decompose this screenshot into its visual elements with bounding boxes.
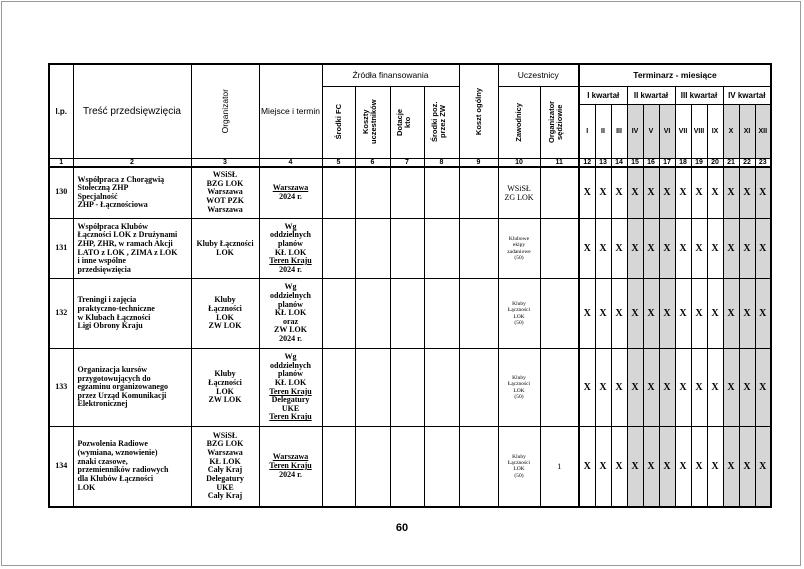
page-number: 60 [395,522,409,534]
column-number: 20 [707,158,723,167]
row-zawodnicy-line: Kluby [512,453,526,460]
column-number: 19 [691,158,707,167]
row-zawodnicy-line: Łączności [507,307,531,314]
row-tresc-line: dla Klubów Łączności [77,473,154,483]
month-mark: X [691,167,707,219]
row-zawodnicy-line: LOK [513,313,525,320]
finance-cell [390,427,424,507]
month-mark: X [707,279,723,349]
finance-cell [322,349,355,427]
month-mark: X [723,279,739,349]
header-terminarz: Terminarz - miesiące [579,64,771,86]
month-iv: IV [627,104,643,158]
month-mark: X [659,167,675,219]
row-organizator-line: UKE [216,482,234,492]
column-number: 10 [498,158,540,167]
row-tresc-line: znaki czasowe, [77,456,128,466]
month-i: I [579,104,595,158]
month-mark: X [691,219,707,279]
header-sedziowie: Organizator sędziowie [540,86,579,158]
row-zawodnicy-line: LOK [513,387,525,394]
month-mark: X [755,427,771,507]
row-lp: 134 [49,427,73,507]
row-tresc-line: praktyczno-techniczne [77,303,155,313]
row-organizator-line: Warszawa [207,448,243,457]
month-mark: X [755,279,771,349]
row-miejsce [259,219,322,279]
row-tresc-line: ZHP - Łącznościowa [77,200,148,210]
month-mark: X [755,219,771,279]
month-mark: X [675,219,691,279]
month-mark: X [739,349,755,427]
month-mark: X [627,219,643,279]
row-tresc-line: Współpraca z Chorągwią [77,174,165,184]
column-number: 9 [459,158,498,167]
row-tresc [73,427,191,507]
row-organizator-line: ZW LOK [208,321,242,331]
row-zawodnicy-line: WSiSŁ [507,183,531,193]
row-sedziowie [540,219,579,279]
column-number: 3 [191,158,259,167]
finance-cell [459,427,498,507]
finance-cell [390,219,424,279]
finance-cell [390,349,424,427]
month-mark: X [691,349,707,427]
row-organizator-line: WSiSŁ [212,170,238,180]
header-dotacje: Dotacje kto [390,86,424,158]
month-mark: X [675,167,691,219]
row-zawodnicy-line: ekipy [512,242,526,249]
month-mark: X [707,219,723,279]
row-organizator [191,427,259,507]
month-v: V [643,104,659,158]
month-mark: X [595,167,611,219]
finance-cell [355,219,390,279]
month-mark: X [723,219,739,279]
row-sedziowie [540,279,579,349]
row-tresc [73,349,191,427]
month-mark: X [643,427,659,507]
finance-cell [424,219,459,279]
row-miejsce-line: Wg [284,282,297,292]
row-zawodnicy [498,279,540,349]
row-miejsce-line: oddzielnych [270,290,311,300]
row-zawodnicy-line: (50) [514,254,524,261]
table-row [49,427,771,507]
row-miejsce-line: 2024 r. [279,334,302,344]
row-zawodnicy-line: ZG LOK [504,192,534,202]
column-number: 11 [540,158,579,167]
row-zawodnicy-line: zadaniowe [507,248,531,255]
row-tresc-line: (wymiana, wznowienie) [77,448,158,457]
month-mark: X [579,219,595,279]
finance-cell [459,279,498,349]
row-organizator-line: KŁ LOK [209,456,241,466]
month-mark: X [643,219,659,279]
month-mark: X [659,427,675,507]
month-mark: X [611,279,627,349]
month-mark: X [691,427,707,507]
month-mark: X [707,167,723,219]
finance-cell [424,167,459,219]
month-mark: X [643,349,659,427]
month-mark: X [627,167,643,219]
row-organizator-line: Warszawa [207,204,243,214]
finance-cell [355,427,390,507]
month-mark: X [611,349,627,427]
header-zawodnicy: Zawodnicy [498,86,540,158]
finance-cell [322,427,355,507]
month-mark: X [707,349,723,427]
row-organizator-line: Kluby [214,295,236,305]
month-iii: III [611,104,627,158]
row-tresc-line: Elektronicznej [77,399,128,409]
column-number: 22 [739,158,755,167]
row-lp: 133 [49,349,73,427]
row-miejsce-line: KŁ LOK [274,308,307,318]
row-organizator-line: Łączności [208,377,242,387]
row-miejsce-line: UKE [281,403,300,413]
finance-cell [355,279,390,349]
table-row [49,167,771,219]
month-mark: X [755,349,771,427]
month-mark: X [675,279,691,349]
row-zawodnicy-line: Łączności [507,381,531,388]
finance-cell [424,427,459,507]
row-tresc-line: Ligi Obrony Kraju [77,321,143,331]
row-sedziowie [540,167,579,219]
row-miejsce-line: Teren Kraju [269,412,312,422]
finance-cell [424,279,459,349]
row-miejsce-line: Delegatury [271,395,310,405]
row-organizator-line: ZW LOK [208,395,242,405]
row-zawodnicy [498,427,540,507]
column-number: 13 [595,158,611,167]
finance-cell [459,349,498,427]
row-tresc-line: i inne wspólne [77,256,126,266]
month-mark: X [595,219,611,279]
month-mark: X [739,427,755,507]
row-organizator-line: LOK [216,247,234,257]
table-row [49,219,771,279]
row-zawodnicy [498,349,540,427]
finance-cell [390,279,424,349]
column-number: 17 [659,158,675,167]
row-miejsce-line: Teren Kraju [269,256,312,266]
row-lp: 130 [49,167,73,219]
row-miejsce [259,167,322,219]
row-tresc-line: przedsięwzięcia [77,264,131,274]
header-tresc: Treść przedsięwzięcia [73,64,191,158]
row-tresc-line: LOK [77,482,96,492]
row-miejsce [259,427,322,507]
row-tresc-line: przez Urząd Komunikacji [77,390,167,400]
column-number: 7 [390,158,424,167]
row-tresc-line: przemienników radiowych [77,465,169,475]
row-miejsce-line: 2024 r. [279,191,302,201]
header-organizator: Organizator [191,64,259,158]
month-xi: XI [739,104,755,158]
row-tresc-line: Organizacja kursów [77,364,148,374]
finance-cell [459,167,498,219]
row-zawodnicy-line: (50) [514,393,524,400]
row-organizator-line: BZG LOK [206,439,244,449]
month-mark: X [627,427,643,507]
month-mark: X [723,349,739,427]
month-mark: X [643,279,659,349]
month-mark: X [579,427,595,507]
row-tresc [73,167,191,219]
header-srodki-poz: Środki poz. przez ZW [424,86,459,158]
column-number: 5 [322,158,355,167]
row-organizator-line: BZG LOK [206,178,244,188]
row-miejsce-line: Teren Kraju [269,386,312,396]
finance-cell [355,167,390,219]
month-mark: X [739,219,755,279]
column-number: 14 [611,158,627,167]
month-mark: X [659,349,675,427]
month-vi: VI [659,104,675,158]
month-mark: X [579,279,595,349]
row-miejsce-line: 2024 r. [279,469,302,479]
month-mark: X [627,279,643,349]
row-zawodnicy-line: Kluby [512,300,526,307]
table-row [49,349,771,427]
row-tresc [73,279,191,349]
row-miejsce-line: Teren Kraju [269,460,312,470]
column-number: 1 [49,158,73,167]
event-plan-table [48,63,772,508]
month-mark: X [627,349,643,427]
row-organizator [191,349,259,427]
row-miejsce [259,279,322,349]
month-ii: II [595,104,611,158]
quarter-3: III kwartał [675,86,723,104]
row-tresc-line: w Klubach Łączności [77,312,151,322]
month-mark: X [707,427,723,507]
row-zawodnicy-line: (50) [514,319,524,326]
month-mark: X [739,167,755,219]
month-mark: X [739,279,755,349]
row-lp: 132 [49,279,73,349]
row-organizator-line: Kluby [214,369,236,379]
table-row [49,279,771,349]
row-miejsce-line: KŁ LOK [274,377,307,387]
row-organizator-line: WSiSŁ [212,430,238,440]
column-number: 8 [424,158,459,167]
row-zawodnicy-line: Łączności [507,459,531,466]
row-sedziowie [540,349,579,427]
month-mark: X [611,167,627,219]
row-miejsce-line: ZW LOK [274,325,307,335]
month-mark: X [595,349,611,427]
row-sedziowie: 1 [540,427,579,507]
row-miejsce-line: KŁ LOK [274,247,307,257]
finance-cell [424,349,459,427]
month-mark: X [579,349,595,427]
column-number: 15 [627,158,643,167]
header-koszty: Koszty uczestników [355,86,390,158]
row-tresc-line: Pozwolenia Radiowe [77,439,148,449]
row-zawodnicy [498,167,540,219]
month-mark: X [755,167,771,219]
row-miejsce-line: Warszawa [272,452,309,462]
row-miejsce-line: Wg [284,352,297,361]
month-mark: X [643,167,659,219]
row-miejsce-line: 2024 r. [279,264,302,274]
month-mark: X [723,427,739,507]
month-ix: IX [707,104,723,158]
row-miejsce [259,349,322,427]
row-tresc-line: LATO z LOK , ZIMA z LOK [77,247,178,257]
quarter-2: II kwartał [627,86,675,104]
row-tresc [73,219,191,279]
finance-cell [322,279,355,349]
month-vii: VII [675,104,691,158]
month-xii: XII [755,104,771,158]
finance-cell [322,219,355,279]
row-tresc-line: Treningi i zajęcia [77,295,137,305]
row-tresc-line: przygotowujących do [77,373,151,383]
row-tresc-line: Współpraca Klubów [77,221,148,231]
row-organizator-line: LOK [216,312,234,322]
row-organizator-line: Delegatury [206,473,244,483]
finance-cell [459,219,498,279]
row-organizator-line: Łączności [208,303,242,313]
column-number: 4 [259,158,322,167]
row-zawodnicy-line: (50) [514,472,524,479]
header-zrodla: Źródła finansowania [322,64,459,86]
row-miejsce-line: planów [278,369,303,379]
row-organizator-line: Cały Kraj [207,465,243,475]
month-mark: X [675,427,691,507]
header-lp: l.p. [49,64,73,158]
column-number: 6 [355,158,390,167]
row-tresc-line: egzaminu organizowanego [77,382,168,392]
row-miejsce-line: oraz [282,316,299,326]
month-mark: X [659,219,675,279]
row-zawodnicy [498,219,540,279]
month-mark: X [611,219,627,279]
month-mark: X [659,279,675,349]
column-number: 23 [755,158,771,167]
row-tresc-line: Specjalność [77,191,118,201]
row-tresc-line: Łączności LOK z Drużynami [77,230,178,240]
row-miejsce-line: Warszawa [272,183,309,193]
quarter-1: I kwartał [579,86,627,104]
month-viii: VIII [691,104,707,158]
row-zawodnicy-line: Klubowe [508,235,530,242]
month-mark: X [579,167,595,219]
month-mark: X [611,427,627,507]
header-miejsce: Miejsce i termin [259,64,322,158]
column-number: 21 [723,158,739,167]
header-uczestnicy: Uczestnicy [498,64,579,86]
finance-cell [390,167,424,219]
row-miejsce-line: planów [278,238,303,248]
row-organizator-line: Cały Kraj [207,491,243,501]
column-number: 18 [675,158,691,167]
column-number: 2 [73,158,191,167]
row-organizator-line: LOK [216,386,234,396]
column-number: 12 [579,158,595,167]
column-number: 16 [643,158,659,167]
row-organizator [191,167,259,219]
month-mark: X [675,349,691,427]
month-mark: X [723,167,739,219]
finance-cell [355,349,390,427]
row-organizator-line: Warszawa [207,187,243,197]
row-zawodnicy-line: Kluby [512,374,526,381]
row-organizator [191,219,259,279]
row-organizator-line: Kluby Łączności [196,238,254,248]
header-koszt-ogolny: Koszt ogólny [459,64,498,158]
month-mark: X [595,279,611,349]
header-srodki-fc: Środki FC [322,86,355,158]
row-lp: 131 [49,219,73,279]
row-tresc-line: ZHP, ZHR, w ramach Akcji [77,238,173,248]
row-miejsce-line: planów [278,299,303,309]
row-miejsce-line: oddzielnych [270,230,311,240]
month-mark: X [691,279,707,349]
row-miejsce-line: oddzielnych [270,360,311,370]
row-miejsce-line: Wg [284,221,297,231]
row-tresc-line: Stołeczną ZHP [77,183,129,193]
month-mark: X [595,427,611,507]
finance-cell [322,167,355,219]
row-organizator-line: WOT PZK [206,196,244,206]
row-zawodnicy-line: LOK [513,466,525,473]
month-x: X [723,104,739,158]
row-organizator [191,279,259,349]
quarter-4: IV kwartał [723,86,771,104]
